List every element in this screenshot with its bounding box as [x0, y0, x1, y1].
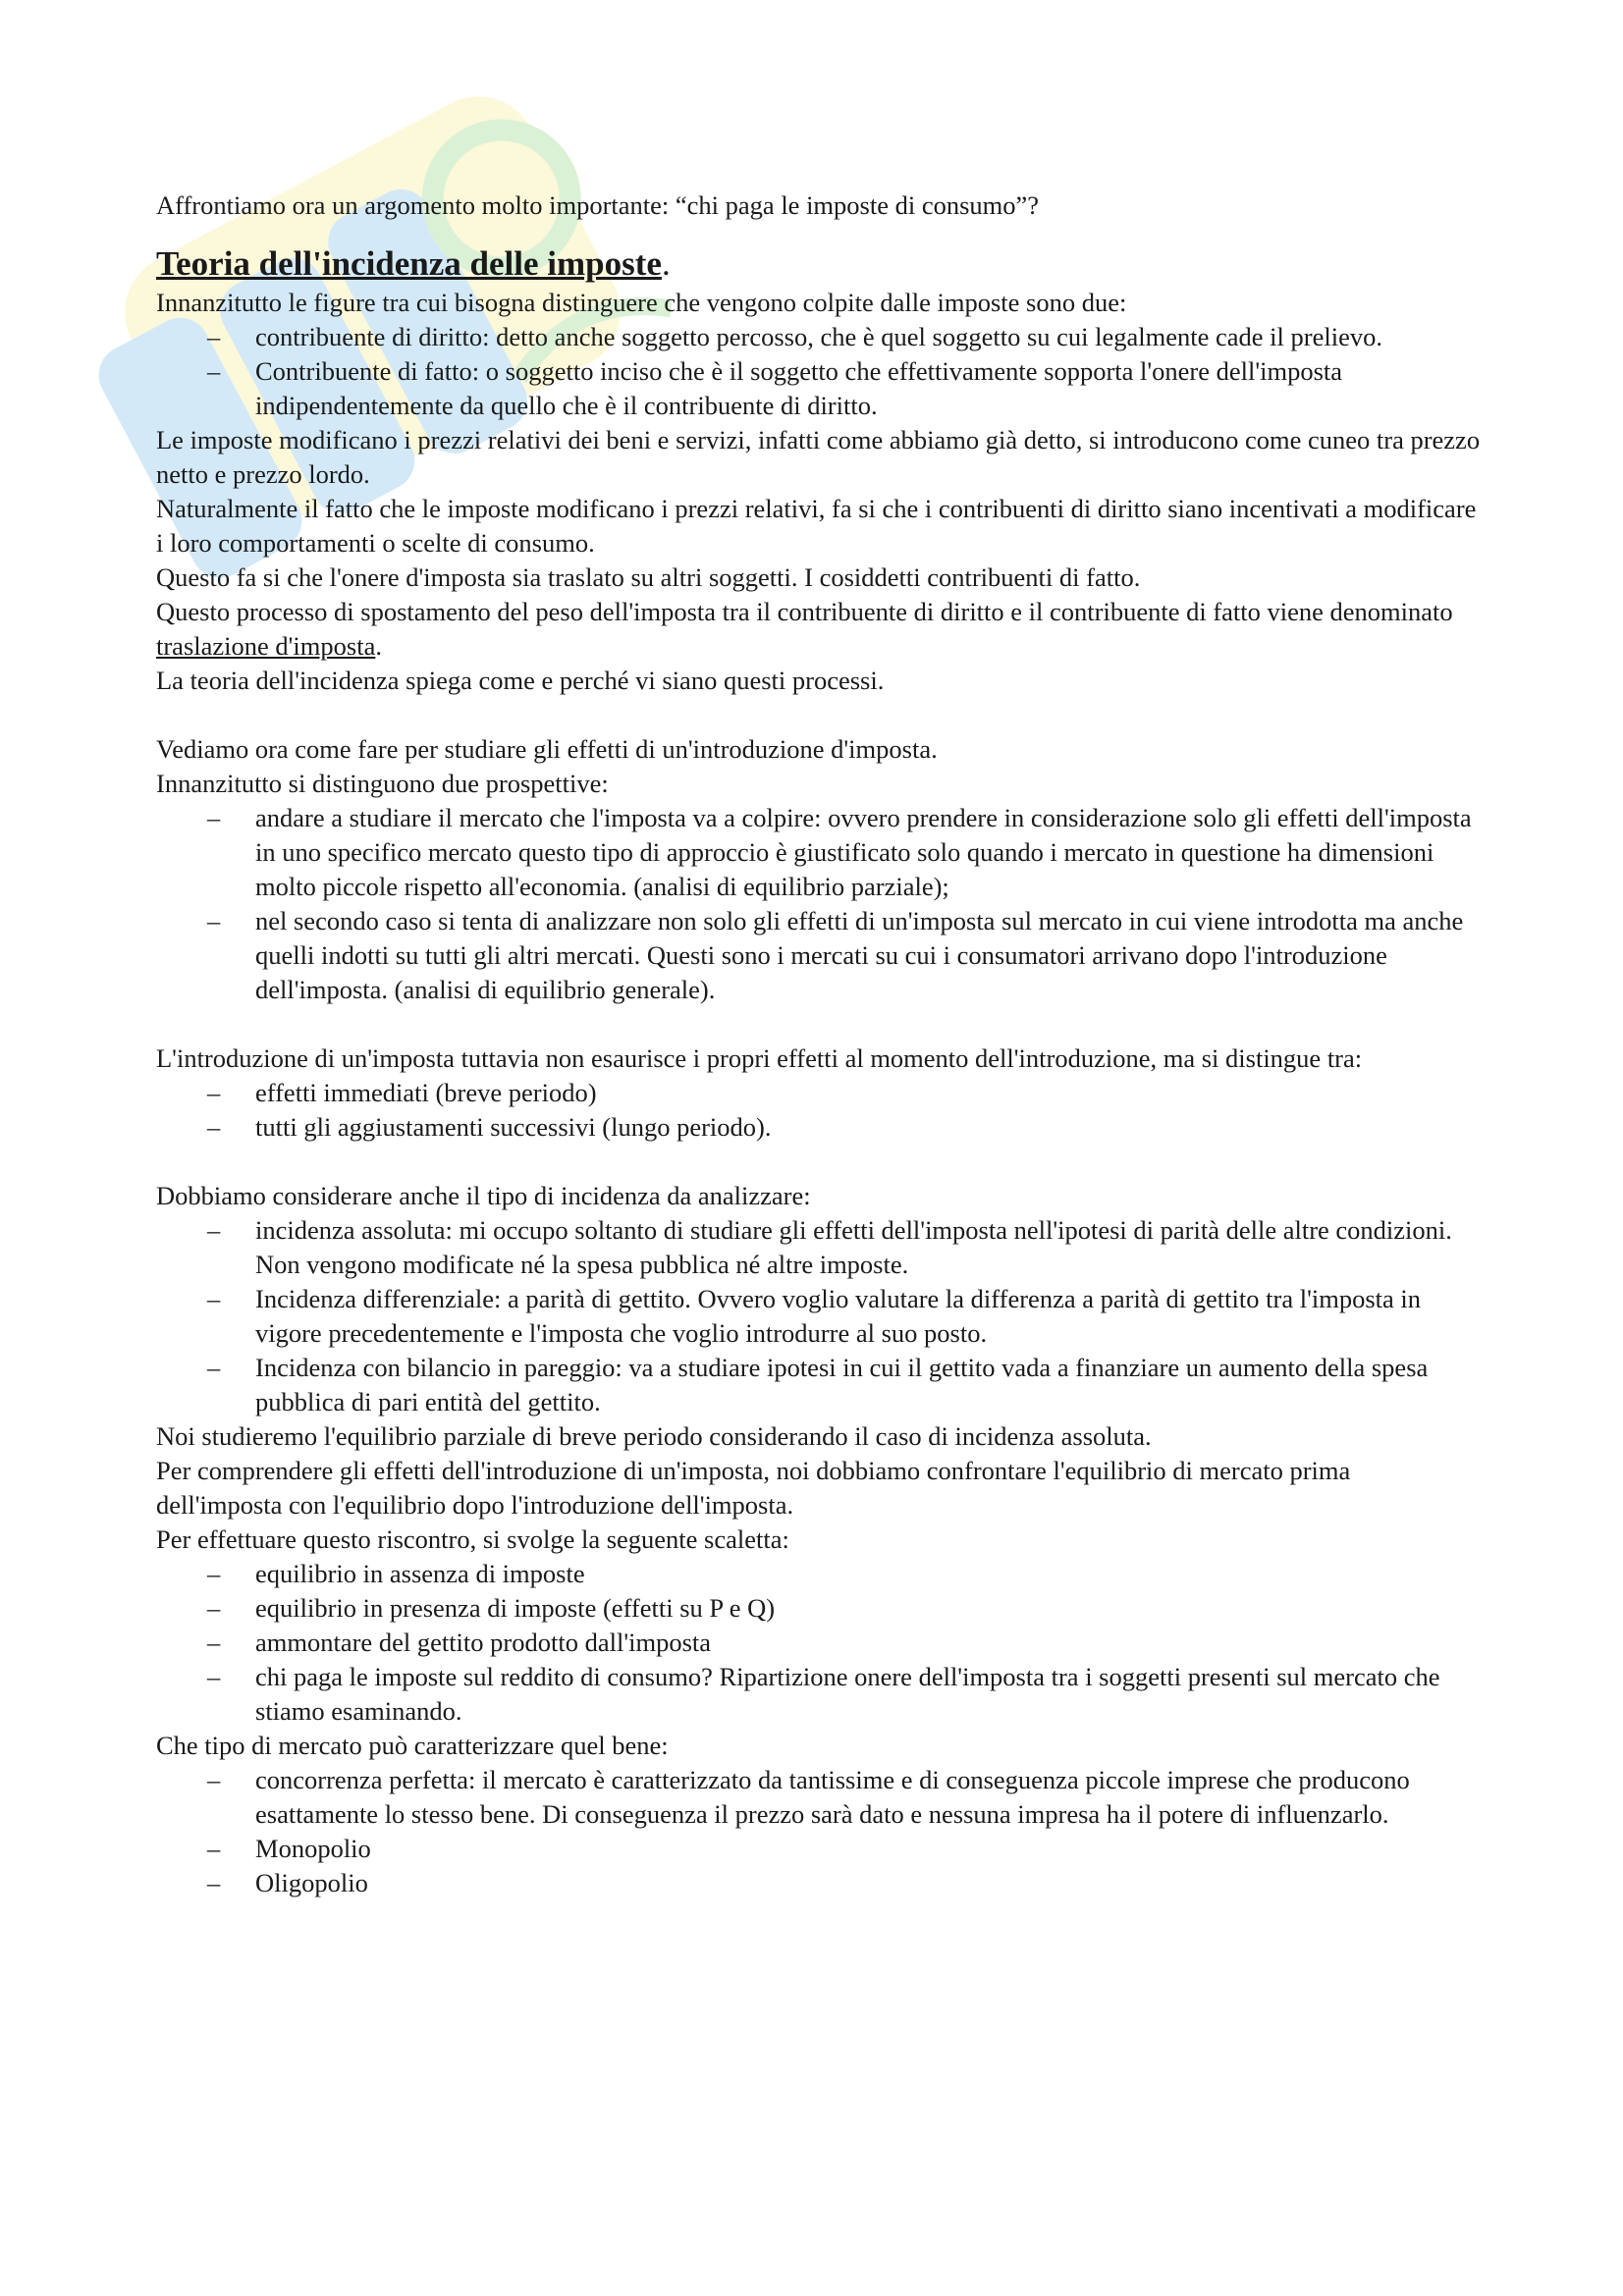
list-item: – equilibrio in assenza di imposte — [156, 1557, 1482, 1591]
spacer — [156, 698, 1482, 732]
list-incidence-types — [156, 1213, 1482, 1419]
list-item: – Oligopolio — [156, 1866, 1482, 1900]
list-item: – incidenza assoluta: mi occupo soltanto di studiare gli effetti dell'imposta nell'ipotesi di parità delle altre condizioni. Non vengono modificate né la spesa pubblica né altre imposte. — [156, 1213, 1482, 1282]
translation-text: Questo processo di spostamento del peso dell'imposta tra il contribuente di diritto e il contribuente di fatto viene denominato — [156, 597, 1453, 626]
paragraph-translation — [156, 595, 1482, 664]
paragraph-prices: Le imposte modificano i prezzi relativi dei beni e servizi, infatti come abbiamo già detto, si introducono come cuneo tra prezzo netto e prezzo lordo. — [156, 425, 1481, 489]
list-item: – tutti gli aggiustamenti successivi (lungo periodo). — [156, 1110, 1482, 1145]
paragraph-compare-equilibrium: Per comprendere gli effetti dell'introduzione di un'imposta, noi dobbiamo confrontare l'equilibrio di mercato prima dell'imposta con l'equilibrio dopo l'introduzione dell'imposta. — [156, 1456, 1351, 1520]
list-item: – equilibrio in presenza di imposte (effetti su P e Q) — [156, 1591, 1482, 1626]
list-item: – Contribuente di fatto: o soggetto inciso che è il soggetto che effettivamente sopporta l'onere dell'imposta indipendentemente da quello che è il contribuente di diritto. — [156, 354, 1482, 423]
list-perspectives — [156, 801, 1482, 1007]
section-heading — [156, 242, 1482, 286]
spacer — [156, 1007, 1482, 1041]
paragraph-checklist-lead: Per effettuare questo riscontro, si svolge la seguente scaletta: — [156, 1524, 789, 1554]
paragraph-burden: Questo fa si che l'onere d'imposta sia traslato su altri soggetti. I cosiddetti contribuenti di fatto. — [156, 562, 1141, 592]
paragraph-incidence-type: Dobbiamo considerare anche il tipo di incidenza da analizzare: — [156, 1181, 811, 1210]
list-periods — [156, 1076, 1482, 1145]
section-heading-text: Teoria dell'incidenza delle imposte — [156, 244, 662, 283]
list-item: – chi paga le imposte sul reddito di consumo? Ripartizione onere dell'imposta tra i soggetti presenti sul mercato che stiamo esaminando. — [156, 1660, 1482, 1729]
list-item: – concorrenza perfetta: il mercato è caratterizzato da tantissime e di conseguenza piccole imprese che producono esattamente lo stesso bene. Di conseguenza il prezzo sarà dato e nessuna impresa ha il potere di influenzarlo. — [156, 1763, 1482, 1832]
paragraph-market-type: Che tipo di mercato può caratterizzare quel bene: — [156, 1731, 669, 1760]
list-item: – nel secondo caso si tenta di analizzare non solo gli effetti di un'imposta sul mercato in cui viene introdotta ma anche quelli indotti su tutti gli altri mercati. Questi sono i mercati su cui i consumatori arrivano dopo l'introduzione dell'imposta. (analisi di equilibrio generale). — [156, 904, 1482, 1007]
paragraph-study-effects: Vediamo ora come fare per studiare gli effetti di un'introduzione d'imposta. — [156, 734, 938, 764]
paragraph-theory: La teoria dell'incidenza spiega come e perché vi siano questi processi. — [156, 666, 885, 695]
list-item: – Incidenza differenziale: a parità di gettito. Ovvero voglio valutare la differenza a parità di gettito tra l'imposta in vigore precedentemente e l'imposta che voglio introdurre al suo posto. — [156, 1282, 1482, 1351]
paragraph-introduction-effects: L'introduzione di un'imposta tuttavia non esaurisce i propri effetti al momento dell'introduzione, ma si distingue tra: — [156, 1043, 1363, 1073]
paragraph-partial-equilibrium: Noi studieremo l'equilibrio parziale di breve periodo considerando il caso di incidenza assoluta. — [156, 1421, 1152, 1451]
list-item: – ammontare del gettito prodotto dall'imposta — [156, 1626, 1482, 1660]
list-item: – contribuente di diritto: detto anche soggetto percosso, che è quel soggetto su cui legalmente cade il prelievo. — [156, 320, 1482, 354]
list-item: – Incidenza con bilancio in pareggio: va a studiare ipotesi in cui il gettito vada a finanziare un aumento della spesa pubblica di pari entità del gettito. — [156, 1351, 1482, 1419]
list-item: – Monopolio — [156, 1832, 1482, 1866]
document-page — [156, 188, 1482, 1900]
spacer — [156, 1145, 1482, 1179]
paragraph-perspectives-lead: Innanzitutto si distinguono due prospettive: — [156, 769, 609, 798]
list-market-types — [156, 1763, 1482, 1900]
section-heading-period: . — [661, 244, 671, 283]
list-item: – andare a studiare il mercato che l'imposta va a colpire: ovvero prendere in considerazione solo gli effetti dell'imposta in uno specifico mercato questo tipo di approccio è giustificato solo quando i mercato in questione ha dimensioni molto piccole rispetto all'economia. (analisi di equilibrio parziale); — [156, 801, 1482, 904]
list-checklist — [156, 1557, 1482, 1729]
paragraph-incentives: Naturalmente il fatto che le imposte modificano i prezzi relativi, fa si che i contribuenti di diritto siano incentivati a modificare i loro comportamenti o scelte di consumo. — [156, 494, 1477, 558]
list-contributors — [156, 320, 1482, 423]
paragraph-figures-lead: Innanzitutto le figure tra cui bisogna distinguere che vengono colpite dalle imposte sono due: — [156, 288, 1127, 317]
intro-paragraph: Affrontiamo ora un argomento molto importante: “chi paga le imposte di consumo”? — [156, 190, 1040, 220]
translation-term: traslazione d'imposta — [156, 631, 376, 661]
list-item: – effetti immediati (breve periodo) — [156, 1076, 1482, 1110]
translation-period: . — [375, 631, 382, 661]
